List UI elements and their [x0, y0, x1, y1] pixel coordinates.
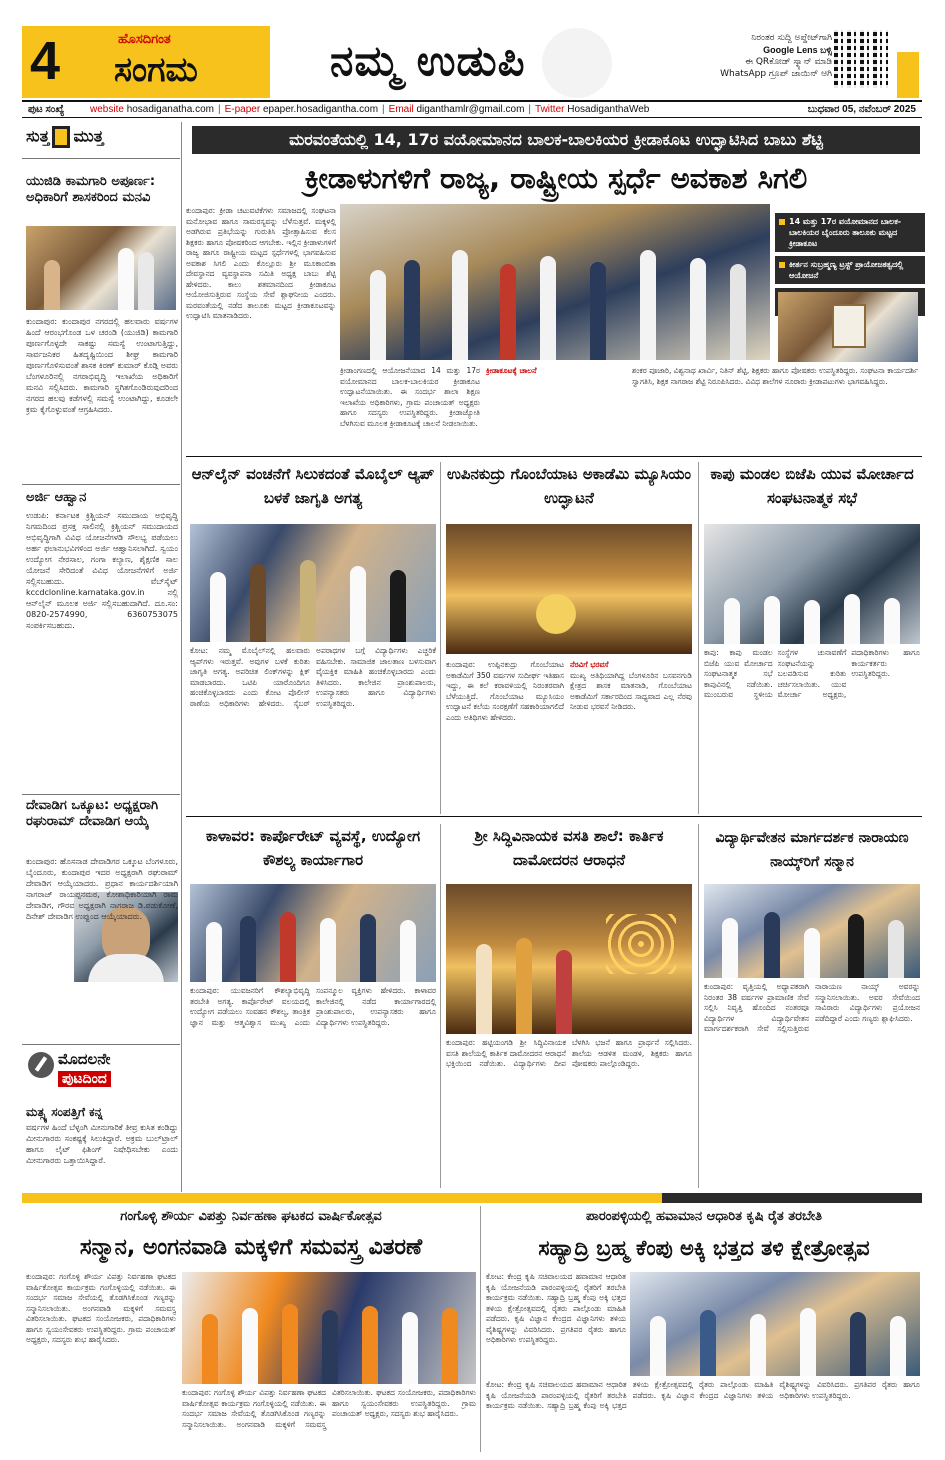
- gangolli-body: ಕುಂದಾಪುರ: ಗಂಗೊಳ್ಳಿ ಶೌರ್ಯ ವಿಪತ್ತು ನಿರ್ವಹಣಾ ಘಟಕದ ವಾರ್ಷಿಕೋತ್ಸವ ಕಾರ್ಯಕ್ರಮ ಗಂಗೊಳ್ಳಿಯಲ್ಲಿ ನಡೆಯಿತು. ಈ ಸಂದರ್ಭ ಸಮಾಜ ಸೇವೆಯಲ್ಲಿ ತೊಡಗಿಸಿಕೊಂಡ ಗಣ್ಯರನ್ನು ಸನ್ಮಾನಿಸಲಾಯಿತು. ಅಂಗನವಾಡಿ ಮಕ್ಕಳಿಗೆ ಸಮವಸ್ತ್ರ ವಿತರಿಸಲಾಯಿತು. ಘಟಕದ ಸಂಯೋಜಕರು, ಪದಾಧಿಕಾರಿಗಳು ಹಾಗೂ ಸ್ವಯಂಸೇವಕರು ಉಪಸ್ಥಿತರಿದ್ದರು. ಗ್ರಾಮ ಪಂಚಾಯತ್ ಅಧ್ಯಕ್ಷರು, ಸದಸ್ಯರು ಶುಭ ಹಾರೈಸಿದರು.: [26, 1272, 176, 1344]
- puppet-museum-photo: [446, 524, 692, 654]
- divider: [22, 158, 180, 159]
- story-ugd-headline: ಯುಜಿಡಿ ಕಾಮಗಾರಿ ಅಪೂರ್ಣ: ಅಧಿಕಾರಿಗೆ ಶಾಸಕರಿಂದ ಮನವಿ: [26, 174, 156, 205]
- story-fish-body: ವರ್ಷಗಳ ಹಿಂದೆ ಬೆಳ್ಳಂಗಿ ಮೀನುಗಾರಿಕೆ ತೀವ್ರ ಕುಸಿತ ಕಂಡಿದ್ದು ಮೀನುಗಾರರು ಸಂಕಷ್ಟಕ್ಕೆ ಸಿಲುಕಿದ್ದಾರೆ. ಅಕ್ರಮ ಬುಲ್‌ಟ್ರಾಲ್ ಹಾಗೂ ಲೈಟ್ ಫಿಶಿಂಗ್ ನಿಷೇಧಿಸಬೇಕು ಎಂದು ಮೀನುಗಾರರು ಒತ್ತಾಯಿಸಿದ್ದಾರೆ.: [26, 1123, 178, 1165]
- story-ugd-photo: [26, 226, 176, 310]
- highlight-item: 14 ಮತ್ತು 17ರ ವಯೋಮಾನದ ಬಾಲಕ-ಬಾಲಕಿಯರ ಬೈಂದೂರು ತಾಲೂಕು ಮಟ್ಟದ ಕ್ರೀಡಾಕೂಟ: [775, 213, 925, 252]
- section-name-b: ಮುತ್ತ: [73, 126, 104, 146]
- brand-small: ಹೊಸದಿಗಂತ: [118, 32, 171, 47]
- scholarship-headline: ವಿದ್ಯಾರ್ಥಿವೇತನ ಮಾರ್ಗದರ್ಶಕ ನಾರಾಯಣ ನಾಯ್ಕ್‌ರಿಗೆ ಸನ್ಮಾನ: [715, 830, 909, 870]
- yuva-morcha-headline: ಕಾಪು ಮಂಡಲ ಬಿಜೆಪಿ ಯುವ ಮೋರ್ಚಾದ ಸಂಘಟನಾತ್ಮಕ ಸಭೆ: [710, 465, 914, 507]
- qr-line-3: ಈ QRಕೋಡ್ ಸ್ಕ್ಯಾನ್ ಮಾಡಿ: [745, 57, 832, 67]
- email-label: Email: [388, 104, 414, 115]
- farm-training-kicker: ಪಾರಂಪಳ್ಳಿಯಲ್ಲಿ ಹವಾಮಾನ ಆಧಾರಿತ ಕೃಷಿ ರೈತ ತರಬೇತಿ: [585, 1209, 823, 1224]
- gangolli-photo: [182, 1272, 476, 1384]
- brand-name: ಸಂಗಮ: [114, 50, 198, 90]
- farm-training-body-2: ಕೋಟ: ಕೇಂದ್ರ ಕೃಷಿ ಸಚಿವಾಲಯದ ಹವಾಮಾನ ಆಧಾರಿತ ಕೃಷಿ ಯೋಜನೆಯಡಿ ಪಾರಂಪಳ್ಳಿಯಲ್ಲಿ ರೈತರಿಗೆ ತರಬೇತಿ ಕಾರ್ಯಕ್ರಮ ನಡೆಯಿತು. ಸಹ್ಯಾದ್ರಿ ಬ್ರಹ್ಮ ಕೆಂಪು ಅಕ್ಕಿ ಭತ್ತದ ತಳಿಯ ಕ್ಷೇತ್ರೋತ್ಸವದಲ್ಲಿ ರೈತರು ಪಾಲ್ಗೊಂಡು ಮಾಹಿತಿ ಪಡೆದರು. ಕೃಷಿ ವಿಜ್ಞಾನ ಕೇಂದ್ರದ ವಿಜ್ಞಾನಿಗಳು ತಳಿಯ ವೈಶಿಷ್ಟ್ಯಗಳನ್ನು ವಿವರಿಸಿದರು. ಪ್ರಗತಿಪರ ರೈತರು ಹಾಗೂ ಅಧಿಕಾರಿಗಳು ಉಪಸ್ಥಿತರಿದ್ದರು.: [486, 1380, 920, 1410]
- page-number: 4: [30, 31, 61, 91]
- farm-training-photo: [630, 1272, 920, 1376]
- puppet-museum-sidebox: [570, 660, 692, 812]
- karthika-headline: ಶ್ರೀ ಸಿದ್ಧಿವಿನಾಯಕ ವಸತಿ ಶಾಲೆ: ಕಾರ್ತಿಕ ದಾಮೋದರನ ಆರಾಧನೆ: [474, 827, 664, 869]
- section-name-a: ಸುತ್ತ: [26, 126, 50, 146]
- divider: [698, 824, 699, 1188]
- divider: [440, 462, 441, 814]
- issue-date: ಬುಧವಾರ 05, ನವೆಂಬರ್ 2025: [807, 104, 916, 115]
- scholarship-body: ಕುಂದಾಪುರ: ವೃತ್ತಿಯಲ್ಲಿ ಅಧ್ಯಾಪಕರಾಗಿ ನಿರಂತರ 38 ವರ್ಷಗಳ ಪ್ರಾಮಾಣಿಕ ಸೇವೆ ಸಲ್ಲಿಸಿ ನಿವೃತ್ತಿ ಹೊಂದಿದ ನಂತರವೂ ವಿದ್ಯಾರ್ಥಿಗಳ ವಿದ್ಯಾರ್ಥಿವೇತನ ಮಾರ್ಗದರ್ಶಕರಾಗಿ ಸೇವೆ ಸಲ್ಲಿಸುತ್ತಿರುವ ನಾರಾಯಣ ನಾಯ್ಕ್ ಅವರನ್ನು ಸನ್ಮಾನಿಸಲಾಯಿತು. ಅವರ ಸೇವೆಯಿಂದ ಸಾವಿರಾರು ವಿದ್ಯಾರ್ಥಿಗಳು ಪ್ರಯೋಜನ ಪಡೆದಿದ್ದಾರೆ ಎಂದು ಗಣ್ಯರು ಶ್ಲಾಘಿಸಿದರು.: [704, 982, 920, 1033]
- qr-line-2: Google Lens ಬಳ್ಸಿ: [763, 45, 832, 55]
- badge-from-page: ಪುಟದಿಂದ: [58, 1071, 111, 1087]
- scholarship-photo: [704, 884, 920, 978]
- epaper-link[interactable]: epaper.hosadigantha.com: [262, 104, 379, 115]
- divider: [22, 484, 180, 485]
- email-link[interactable]: diganthamlr@gmail.com: [416, 104, 525, 115]
- badge-first-page: ಮೊದಲನೇ: [58, 1050, 111, 1068]
- online-fraud-body: ಕೋಟ: ನಮ್ಮ ಮೊಬೈಲ್‌ನಲ್ಲಿ ಹಲವಾರು ಆ್ಯಪ್‌ಗಳು ಇರುತ್ತವೆ. ಅವುಗಳ ಬಳಕೆ ಕುರಿತು ಜಾಗೃತಿ ಅಗತ್ಯ. ಅಪರಿಚಿತ ಲಿಂಕ್‌ಗಳನ್ನು ಕ್ಲಿಕ್ ಮಾಡಬಾರದು. ಒಟಿಪಿ ಯಾರೊಂದಿಗೂ ಹಂಚಿಕೊಳ್ಳಬಾರದು ಎಂದು ಕೋಟ ಪೊಲೀಸ್ ಠಾಣೆಯ ಅಧಿಕಾರಿಗಳು ಹೇಳಿದರು. ಸೈಬರ್ ಅಪರಾಧಗಳ ಬಗ್ಗೆ ವಿದ್ಯಾರ್ಥಿಗಳು ಎಚ್ಚರಿಕೆ ವಹಿಸಬೇಕು. ಸಾಮಾಜಿಕ ಜಾಲತಾಣ ಬಳಸುವಾಗ ವೈಯಕ್ತಿಕ ಮಾಹಿತಿ ಹಂಚಿಕೊಳ್ಳಬಾರದು ಎಂದು ತಿಳಿಸಿದರು. ಕಾಲೇಜಿನ ಪ್ರಾಂಶುಪಾಲರು, ಉಪನ್ಯಾಸಕರು ಹಾಗೂ ವಿದ್ಯಾರ್ಥಿಗಳು ಉಪಸ್ಥಿತರಿದ್ದರು.: [190, 646, 436, 708]
- lead-award-photo: [778, 292, 918, 362]
- qr-line-4: WhatsApp ಗ್ರೂಪ್ ಜಾಯಿನ್ ಆಗಿ: [720, 69, 832, 79]
- farm-training-headline: ಸಹ್ಯಾದ್ರಿ ಬ್ರಹ್ಮ ಕೆಂಪು ಅಕ್ಕಿ ಭತ್ತದ ತಳಿ ಕ್ಷೇತ್ರೋತ್ಸವ: [538, 1236, 870, 1260]
- divider: [22, 794, 180, 795]
- yuva-morcha-body: ಕಾಪು: ಕಾಪು ಮಂಡಲ ಬಿಜೆಪಿ ಯುವ ಮೋರ್ಚಾದ ಸಂಘಟನಾತ್ಮಕ ಸಭೆ ಕಾಪುವಿನಲ್ಲಿ ನಡೆಯಿತು. ಮುಂಬರುವ ಸ್ಥಳೀಯ ಸಂಸ್ಥೆಗಳ ಚುನಾವಣೆಗೆ ಸಂಘಟನೆಯನ್ನು ಬಲಪಡಿಸುವ ಕುರಿತು ಚರ್ಚಿಸಲಾಯಿತು. ಯುವ ಮೋರ್ಚಾ ಅಧ್ಯಕ್ಷರು, ಪದಾಧಿಕಾರಿಗಳು ಹಾಗೂ ಕಾರ್ಯಕರ್ತರು ಉಪಸ್ಥಿತರಿದ್ದರು.: [704, 648, 920, 699]
- lead-headline: ಕ್ರೀಡಾಳುಗಳಿಗೆ ರಾಜ್ಯ, ರಾಷ್ಟ್ರೀಯ ಸ್ಪರ್ಧೆ ಅವಕಾಶ ಸಿಗಲಿ: [304, 161, 808, 195]
- qr-line-1: ನಿರಂತರ ಸುದ್ದಿ ಅಪ್ಡೇಟ್‌ಗಾಗಿ: [751, 33, 832, 43]
- masthead-accent-bar: [897, 52, 919, 98]
- divider: [186, 816, 922, 817]
- story-devadiga-body: ಕುಂದಾಪುರ: ಹೊಸನಾಡ ದೇವಾಡಿಗರ ಒಕ್ಕೂಟ ಬೆಂಗಳೂರು, ಬೈಂದೂರು, ಕುಂದಾಪುರ ಇದರ ಅಧ್ಯಕ್ಷರಾಗಿ ರಘುರಾಮ್ ದೇವಾಡಿಗ ಆಯ್ಕೆಯಾದರು. ಪ್ರಧಾನ ಕಾರ್ಯದರ್ಶಿಯಾಗಿ ನಾಗರಾಜ್ ರಾಯಪ್ಪನಮಠ, ಕೋಶಾಧಿಕಾರಿಯಾಗಿ ರಾಮ ದೇವಾಡಿಗ, ಗೌರವ ಅಧ್ಯಕ್ಷರಾಗಿ ನಾಗರಾಜ ಡಿ.ಪಡುಕೋಣೆ, ದಿನೇಶ್ ದೇವಾಡಿಗ ಉಪ್ಪುಂದ ಆಯ್ಕೆಯಾದರು.: [26, 857, 178, 921]
- lead-body-right: ಶಂಕರ ಪೂಜಾರಿ, ವಿಶ್ವನಾಥ ಖಾರ್ವಿ, ನಿತಿನ್ ಶೆಟ್ಟಿ, ಶಿಕ್ಷಕರು ಹಾಗೂ ಪೋಷಕರು ಉಪಸ್ಥಿತರಿದ್ದರು. ಸಂಘಟನಾ ಕಾರ್ಯದರ್ಶಿ ಸ್ವಾಗತಿಸಿ, ಶಿಕ್ಷಕ ನಾಗರಾಜ ಶೆಟ್ಟಿ ನಿರೂಪಿಸಿದರು. ವಿವಿಧ ಶಾಲೆಗಳ ನೂರಾರು ಕ್ರೀಡಾಪಟುಗಳು ಭಾಗವಹಿಸಿದ್ದರು.: [632, 366, 918, 386]
- divider: [440, 824, 441, 1188]
- title-decoration: [542, 28, 612, 98]
- puppet-museum-subbody: ಮುಖ್ಯ ಅತಿಥಿಯಾಗಿದ್ದ ಬೆಂಗಳೂರಿನ ಬಸವನಗುಡಿ ಕ್ಷೇತ್ರದ ಶಾಸಕ ಮಾತನಾಡಿ, ಗೊಂಬೆಯಾಟ ಅಕಾಡೆಮಿಗೆ ಸರ್ಕಾರದಿಂದ ಸಾಧ್ಯವಾದ ಎಲ್ಲ ನೆರವು ನೀಡುವ ಭರವಸೆ ನೀಡಿದರು.: [570, 670, 692, 711]
- story-ugd-body: ಕುಂದಾಪುರ: ಕುಂದಾಪುರ ನಗರದಲ್ಲಿ ಹಲವಾರು ವರ್ಷಗಳ ಹಿಂದೆ ಆರಂಭಗೊಂಡ ಒಳ ಚರಂಡಿ (ಯುಜಿಡಿ) ಕಾಮಗಾರಿ ಪೂರ್ಣಗೊಳ್ಳದೇ ಸಾಕಷ್ಟು ಸಮಸ್ಯೆ ಉಂಟಾಗುತ್ತಿದ್ದು, ಸಾರ್ವಜನಿಕರ ಹಿತದೃಷ್ಟಿಯಿಂದ ಶೀಘ್ರ ಕಾಮಗಾರಿ ಪೂರ್ಣಗೊಳಿಸುವಂತೆ ಶಾಸಕ ಕಿರಣ್ ಕುಮಾರ್ ಕೊಡ್ಗಿ ಅವರು ಬೆಂಗಳೂರಿನಲ್ಲಿ ನಗರಾಭಿವೃದ್ಧಿ ಇಲಾಖೆಯ ಅಧಿಕಾರಿಗೆ ಮನವಿ ಸಲ್ಲಿಸಿದರು. ಕಾಮಗಾರಿ ಸ್ಥಗಿತಗೊಂಡಿರುವುದರಿಂದ ನಗರದ ಹಲವು ಕಡೆಗಳಲ್ಲಿ ಸಮಸ್ಯೆ ಉಂಟಾಗಿದ್ದು, ಕೂಡಲೇ ಕ್ರಮ ಕೈಗೊಳ್ಳುವಂತೆ ಆಗ್ರಹಿಸಿದರು.: [26, 317, 178, 414]
- story-devadiga-headline: ದೇವಾಡಿಗ ಒಕ್ಕೂಟ: ಅಧ್ಯಕ್ಷರಾಗಿ ರಘುರಾಮ್ ದೇವಾಡಿಗ ಆಯ್ಕೆ: [26, 798, 159, 829]
- masthead: [22, 26, 922, 98]
- qr-code-icon[interactable]: [834, 30, 888, 88]
- puppet-museum-subhead: ನೆರವಿಗೆ ಭರವಸೆ: [570, 660, 609, 669]
- pen-icon: [28, 1052, 54, 1078]
- divider: [22, 1044, 180, 1045]
- lead-subhead: ಕ್ರೀಡಾಕೂಟಕ್ಕೆ ಚಾಲನೆ: [486, 366, 537, 375]
- qr-instructions: [700, 32, 832, 80]
- story-application-body: ಉಡುಪಿ: ಕರ್ನಾಟಕ ಕ್ರಿಶ್ಚಿಯನ್ ಸಮುದಾಯ ಅಭಿವೃದ್ಧಿ ನಿಗಮದಿಂದ ಪ್ರಸಕ್ತ ಸಾಲಿನಲ್ಲಿ ಕ್ರಿಶ್ಚಿಯನ್ ಸಮುದಾಯದ ಅಭಿವೃದ್ಧಿಗಾಗಿ ವಿವಿಧ ಯೋಜನೆಗಳಡಿ ಸೌಲಭ್ಯ ಪಡೆಯಲು ಅರ್ಹ ಫಲಾನುಭವಿಗಳಿಂದ ಅರ್ಜಿ ಆಹ್ವಾನಿಸಲಾಗಿದೆ. ಸ್ವಯಂ ಉದ್ಯೋಗ ನೇರಸಾಲ, ಗಂಗಾ ಕಲ್ಯಾಣ, ಶೈಕ್ಷಣಿಕ ಸಾಲ ಯೋಜನೆ ಸೇರಿದಂತೆ ವಿವಿಧ ಯೋಜನೆಗಳಿಗೆ ಅರ್ಜಿ ಸಲ್ಲಿಸಬಹುದು. ವೆಬ್‌ಸೈಟ್ kccdclonline.karnataka.gov.in ನಲ್ಲಿ ಆನ್‌ಲೈನ್ ಮೂಲಕ ಅರ್ಜಿ ಸಲ್ಲಿಸಬಹುದಾಗಿದೆ. ದೂ.ಸಂ: 0820-2574990, 6360753075 ಸಂಪರ್ಕಿಸಬಹುದು.: [26, 511, 178, 630]
- story-application-headline: ಅರ್ಜಿ ಆಹ್ವಾನ: [26, 490, 87, 505]
- twitter-label: Twitter: [535, 104, 565, 115]
- lead-body-left: ಕುಂದಾಪುರ: ಕ್ರೀಡಾ ಚಟುವಟಿಕೆಗಳು ಸಮಾಜದಲ್ಲಿ ಸಂಘಟನಾ ಮನೋಭಾವ ಹಾಗೂ ಸಾಮರಸ್ಯವನ್ನು ಬೆಳೆಸುತ್ತವೆ. ಮಕ್ಕಳಲ್ಲಿ ಅಡಗಿರುವ ಪ್ರತಿಭೆಯನ್ನು ಗುರುತಿಸಿ ಪ್ರೋತ್ಸಾಹಿಸುವ ಕೆಲಸ ಶಿಕ್ಷಕರು ಹಾಗೂ ಪೋಷಕರಿಂದ ಆಗಬೇಕು. ಇಲ್ಲಿನ ಕ್ರೀಡಾಳುಗಳಿಗೆ ರಾಜ್ಯ ಹಾಗೂ ರಾಷ್ಟ್ರೀಯ ಮಟ್ಟದ ಸ್ಪರ್ಧೆಗಳಲ್ಲಿ ಭಾಗವಹಿಸುವ ಅವಕಾಶ ಸಿಗಲಿ ಎಂದು ಕೊಲ್ಲೂರು ಶ್ರೀ ಮೂಕಾಂಬಿಕಾ ದೇವಸ್ಥಾನದ ವ್ಯವಸ್ಥಾಪನಾ ಸಮಿತಿ ಅಧ್ಯಕ್ಷ ಬಾಬು ಶೆಟ್ಟಿ ಹೇಳಿದರು. ಕಾಲು ಶತಮಾನದಿಂದ ಕ್ರೀಡಾಕೂಟ ಆಯೋಜಿಸುತ್ತಿರುವ ಸಂಸ್ಥೆಯ ಸೇವೆ ಶ್ಲಾಘನೀಯ ಎಂದರು. ಮರವಂತೆಯಲ್ಲಿ ನಡೆದ ತಾಲೂಕು ಮಟ್ಟದ ಕ್ರೀಡಾಕೂಟವನ್ನು ಉದ್ಘಾಟಿಸಿ ಮಾತನಾಡಿದರು.: [186, 206, 336, 320]
- highlight-item: ಕೀರ್ತನ ಸುಬ್ರಹ್ಮಣ್ಯ ಟ್ರಸ್ಟ್ ಪ್ರಾಯೋಜಕತ್ವದಲ್ಲಿ ಆಯೋಜನೆ: [775, 256, 925, 284]
- karthika-photo: [446, 884, 692, 1034]
- left-column: [22, 122, 182, 1192]
- gangolli-kicker: ಗಂಗೊಳ್ಳಿ ಶೌರ್ಯ ವಿಪತ್ತು ನಿರ್ವಹಣಾ ಘಟಕದ ವಾರ್ಷಿಕೋತ್ಸವ: [120, 1209, 382, 1224]
- puppet-museum-headline: ಉಪಿನಕುದ್ರು ಗೊಂಬೆಯಾಟ ಅಕಾಡೆಮಿ ಮ್ಯೂಸಿಯಂ ಉದ್ಘಾಟನೆ: [446, 465, 692, 507]
- gangolli-headline: ಸನ್ಮಾನ, ಅಂಗನವಾಡಿ ಮಕ್ಕಳಿಗೆ ಸಮವಸ್ತ್ರ ವಿತರಣೆ: [79, 1235, 423, 1260]
- karthika-body: ಕುಂದಾಪುರ: ಹಟ್ಟಿಯಂಗಡಿ ಶ್ರೀ ಸಿದ್ಧಿವಿನಾಯಕ ವಸತಿ ಶಾಲೆಯಲ್ಲಿ ಕಾರ್ತಿಕ ದಾಮೋದರನ ಆರಾಧನೆ ಭಕ್ತಿಯಿಂದ ನಡೆಯಿತು. ವಿದ್ಯಾರ್ಥಿಗಳು ದೀಪ ಬೆಳಗಿಸಿ ಭಜನೆ ಹಾಗೂ ಪ್ರಾರ್ಥನೆ ಸಲ್ಲಿಸಿದರು. ಶಾಲೆಯ ಆಡಳಿತ ಮಂಡಳಿ, ಶಿಕ್ಷಕರು ಹಾಗೂ ಪೋಷಕರು ಪಾಲ್ಗೊಂಡಿದ್ದರು.: [446, 1038, 692, 1068]
- skills-workshop-body: ಕುಂದಾಪುರ: ಯುವಜನರಿಗೆ ಕೌಶಲ್ಯಾಭಿವೃದ್ಧಿ ತರಬೇತಿ ಅಗತ್ಯ. ಕಾರ್ಪೊರೇಟ್ ವಲಯದಲ್ಲಿ ಉದ್ಯೋಗ ಪಡೆಯಲು ಸಂವಹನ ಕೌಶಲ್ಯ, ತಾಂತ್ರಿಕ ಜ್ಞಾನ ಮತ್ತು ಆತ್ಮವಿಶ್ವಾಸ ಮುಖ್ಯ ಎಂದು ಸಂಪನ್ಮೂಲ ವ್ಯಕ್ತಿಗಳು ಹೇಳಿದರು. ಕಾಳಾವರ ಕಾಲೇಜಿನಲ್ಲಿ ನಡೆದ ಕಾರ್ಯಾಗಾರದಲ್ಲಿ ಪ್ರಾಂಶುಪಾಲರು, ಉಪನ್ಯಾಸಕರು ಹಾಗೂ ವಿದ್ಯಾರ್ಥಿಗಳು ಉಪಸ್ಥಿತರಿದ್ದರು.: [190, 986, 436, 1027]
- page-label: ಪುಟ ಸಂಖ್ಯೆ: [28, 104, 65, 115]
- page-title: ನಮ್ಮ ಉಡುಪಿ: [330, 36, 526, 85]
- yuva-morcha-photo: [704, 524, 920, 644]
- epaper-label: E-paper: [224, 104, 261, 115]
- gangolli-body-2: ಕುಂದಾಪುರ: ಗಂಗೊಳ್ಳಿ ಶೌರ್ಯ ವಿಪತ್ತು ನಿರ್ವಹಣಾ ಘಟಕದ ವಾರ್ಷಿಕೋತ್ಸವ ಕಾರ್ಯಕ್ರಮ ಗಂಗೊಳ್ಳಿಯಲ್ಲಿ ನಡೆಯಿತು. ಈ ಸಂದರ್ಭ ಸಮಾಜ ಸೇವೆಯಲ್ಲಿ ತೊಡಗಿಸಿಕೊಂಡ ಗಣ್ಯರನ್ನು ಸನ್ಮಾನಿಸಲಾಯಿತು. ಅಂಗನವಾಡಿ ಮಕ್ಕಳಿಗೆ ಸಮವಸ್ತ್ರ ವಿತರಿಸಲಾಯಿತು. ಘಟಕದ ಸಂಯೋಜಕರು, ಪದಾಧಿಕಾರಿಗಳು ಹಾಗೂ ಸ್ವಯಂಸೇವಕರು ಉಪಸ್ಥಿತರಿದ್ದರು. ಗ್ರಾಮ ಪಂಚಾಯತ್ ಅಧ್ಯಕ್ಷರು, ಸದಸ್ಯರು ಶುಭ ಹಾರೈಸಿದರು.: [182, 1388, 476, 1429]
- lead-kicker: ಮರವಂತೆಯಲ್ಲಿ 14, 17ರ ವಯೋಮಾನದ ಬಾಲಕ-ಬಾಲಕಿಯರ ಕ್ರೀಡಾಕೂಟ ಉದ್ಘಾಟಿಸಿದ ಬಾಬು ಶೆಟ್ಟಿ: [192, 126, 920, 154]
- lead-body-mid: ಕ್ರೀಡಾಂಗಣದಲ್ಲಿ ಆಯೋಜನೆಯಾದ 14 ಮತ್ತು 17ರ ವಯೋಮಾನದ ಬಾಲಕ-ಬಾಲಕಿಯರ ಕ್ರೀಡಾಕೂಟ ಉದ್ಘಾಟನೆಯಾಯಿತು. ಈ ಸಂದರ್ಭ ಶಾಲಾ ಶಿಕ್ಷಣ ಇಲಾಖೆಯ ಅಧಿಕಾರಿಗಳು, ಗ್ರಾಮ ಪಂಚಾಯತ್ ಅಧ್ಯಕ್ಷರು ಹಾಗೂ ಸದಸ್ಯರು ಉಪಸ್ಥಿತರಿದ್ದರು. ಕ್ರೀಡಾಜ್ಯೋತಿ ಬೆಳಗಿಸುವ ಮೂಲಕ ಕ್ರೀಡಾಕೂಟಕ್ಕೆ ಚಾಲನೆ ನೀಡಲಾಯಿತು.: [340, 366, 480, 428]
- divider: [480, 1206, 481, 1452]
- online-fraud-photo: [190, 524, 436, 642]
- info-bar: ಪುಟ ಸಂಖ್ಯೆ website hosadiganatha.com | E-paper epaper.hosadigantha.com | Email diganthamlr@gmail.com | Twitter HosadiganthaWeb ಬುಧವಾರ 05, ನವೆಂಬರ್ 2025: [22, 100, 922, 118]
- lead-photo: [340, 204, 770, 360]
- puppet-museum-body: ಕುಂದಾಪುರ: ಉಪ್ಪಿನಕುದ್ರು ಗೊಂಬೆಯಾಟ ಅಕಾಡೆಮಿಗೆ 350 ವರ್ಷಗಳ ಸುದೀರ್ಘ ಇತಿಹಾಸ ಇದ್ದು, ಈ ಕಲೆ ಕರಾವಳಿಯಲ್ಲಿ ನಿರಂತರವಾಗಿ ಬೆಳೆಯುತ್ತಿದೆ. ಗೊಂಬೆಯಾಟ ಮ್ಯೂಸಿಯಂ ಉದ್ಘಾಟನೆ ಕಲೆಯ ಸಂರಕ್ಷಣೆಗೆ ಸಹಕಾರಿಯಾಗಲಿದೆ ಎಂದು ಅತಿಥಿಗಳು ಹೇಳಿದರು.: [446, 660, 564, 722]
- section-logo: [26, 126, 104, 148]
- twitter-link[interactable]: HosadiganthaWeb: [567, 104, 650, 115]
- farm-training-body: ಕೋಟ: ಕೇಂದ್ರ ಕೃಷಿ ಸಚಿವಾಲಯದ ಹವಾಮಾನ ಆಧಾರಿತ ಕೃಷಿ ಯೋಜನೆಯಡಿ ಪಾರಂಪಳ್ಳಿಯಲ್ಲಿ ರೈತರಿಗೆ ತರಬೇತಿ ಕಾರ್ಯಕ್ರಮ ನಡೆಯಿತು. ಸಹ್ಯಾದ್ರಿ ಬ್ರಹ್ಮ ಕೆಂಪು ಅಕ್ಕಿ ಭತ್ತದ ತಳಿಯ ಕ್ಷೇತ್ರೋತ್ಸವದಲ್ಲಿ ರೈತರು ಪಾಲ್ಗೊಂಡು ಮಾಹಿತಿ ಪಡೆದರು. ಕೃಷಿ ವಿಜ್ಞಾನ ಕೇಂದ್ರದ ವಿಜ್ಞಾನಿಗಳು ತಳಿಯ ವೈಶಿಷ್ಟ್ಯಗಳನ್ನು ವಿವರಿಸಿದರು. ಪ್ರಗತಿಪರ ರೈತರು ಹಾಗೂ ಅಧಿಕಾರಿಗಳು ಉಪಸ್ಥಿತರಿದ್ದರು.: [486, 1272, 626, 1344]
- website-link[interactable]: hosadiganatha.com: [126, 104, 214, 115]
- row-separator: [22, 1193, 922, 1203]
- skills-workshop-headline: ಕಾಳಾವರ: ಕಾರ್ಪೊರೇಟ್ ವ್ಯವಸ್ಥೆ, ಉದ್ಯೋಗ ಕೌಶಲ್ಯ ಕಾರ್ಯಾಗಾರ: [205, 827, 421, 869]
- story-fish-headline: ಮತ್ಸ್ಯ ಸಂಪತ್ತಿಗೆ ಕನ್ನ: [26, 1105, 103, 1119]
- divider: [698, 462, 699, 814]
- divider: [186, 456, 922, 457]
- website-label: website: [90, 104, 124, 115]
- skills-workshop-photo: [190, 884, 436, 982]
- section-frame-icon: [52, 126, 70, 148]
- online-fraud-headline: ಆನ್‌ಲೈನ್ ವಂಚನೆಗೆ ಸಿಲುಕದಂತೆ ಮೊಬೈಲ್ ಆ್ಯಪ್ ಬಳಕೆ ಜಾಗೃತಿ ಅಗತ್ಯ: [191, 465, 435, 507]
- lead-body-mid2: [486, 366, 626, 450]
